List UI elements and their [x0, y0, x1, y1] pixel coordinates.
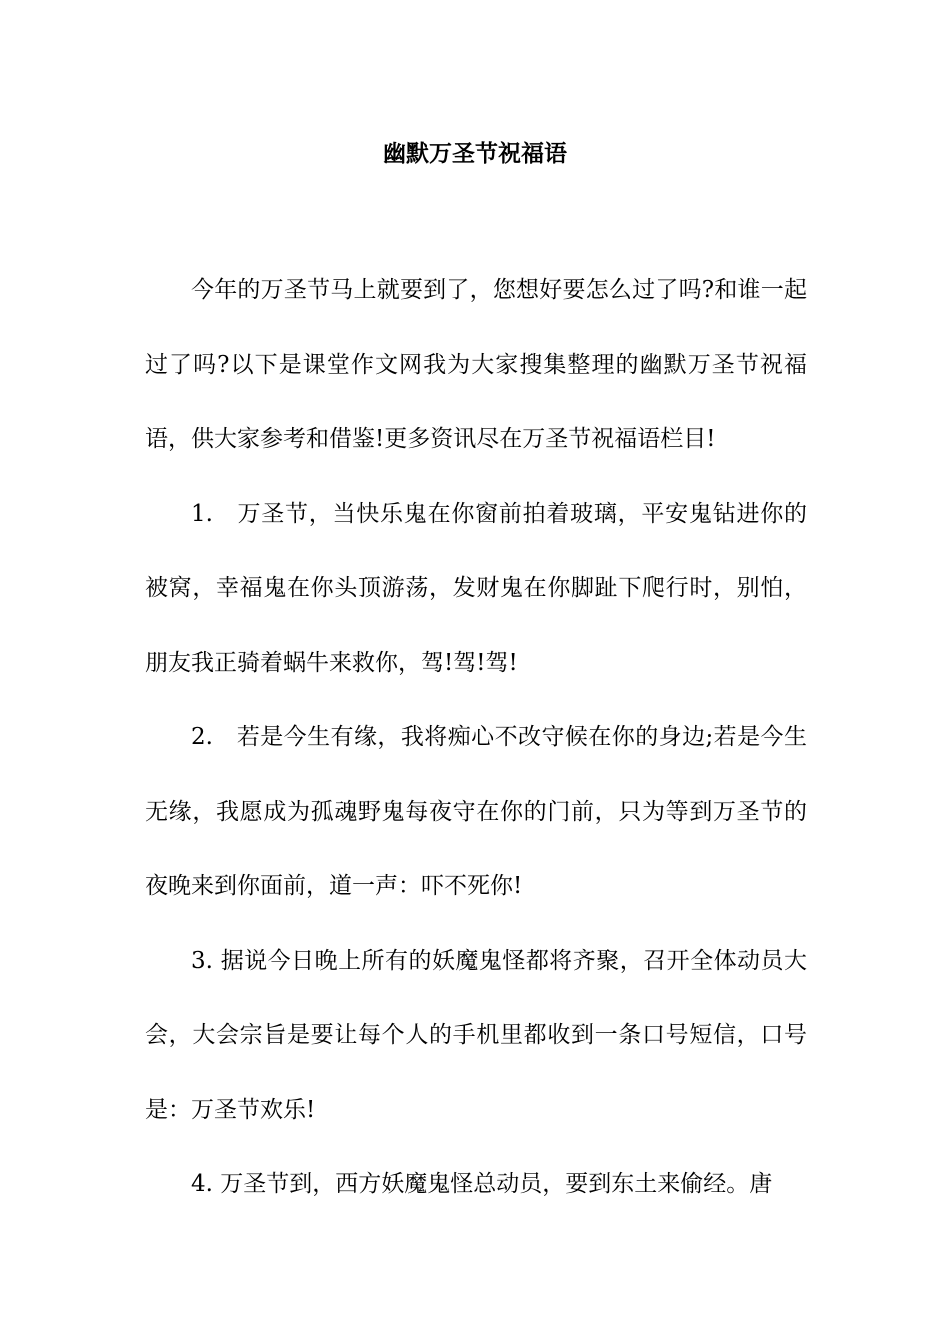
document-body — [145, 253, 807, 1344]
page-title: 幽默万圣节祝福语 — [383, 140, 567, 167]
blessing-item-4: 4. 万圣节到，西方妖魔鬼怪总动员，要到东土来偷经。唐 — [191, 1171, 773, 1197]
blessing-item-3: 3. 据说今日晚上所有的妖魔鬼怪都将齐聚，召开全体动员大会，大会宗旨是要让每个人的手机里都收到一条口号短信，口号是：万圣节欢乐! — [145, 947, 807, 1123]
intro-paragraph: 今年的万圣节马上就要到了，您想好要怎么过了吗?和谁一起过了吗?以下是课堂作文网我为大家搜集整理的幽默万圣节祝福语，供大家参考和借鉴!更多资讯尽在万圣节祝福语栏目! — [145, 277, 807, 452]
blessing-item-1: 1. 万圣节，当快乐鬼在你窗前拍着玻璃，平安鬼钻进你的被窝，幸福鬼在你头顶游荡，发财鬼在你脚趾下爬行时，别怕，朋友我正骑着蜗牛来救你，驾!驾!驾! — [145, 500, 807, 676]
blessing-item-2: 2. 若是今生有缘，我将痴心不改守候在你的身边;若是今生无缘，我愿成为孤魂野鬼每夜守在你的门前，只为等到万圣节的夜晚来到你面前，道一声：吓不死你! — [145, 724, 807, 899]
